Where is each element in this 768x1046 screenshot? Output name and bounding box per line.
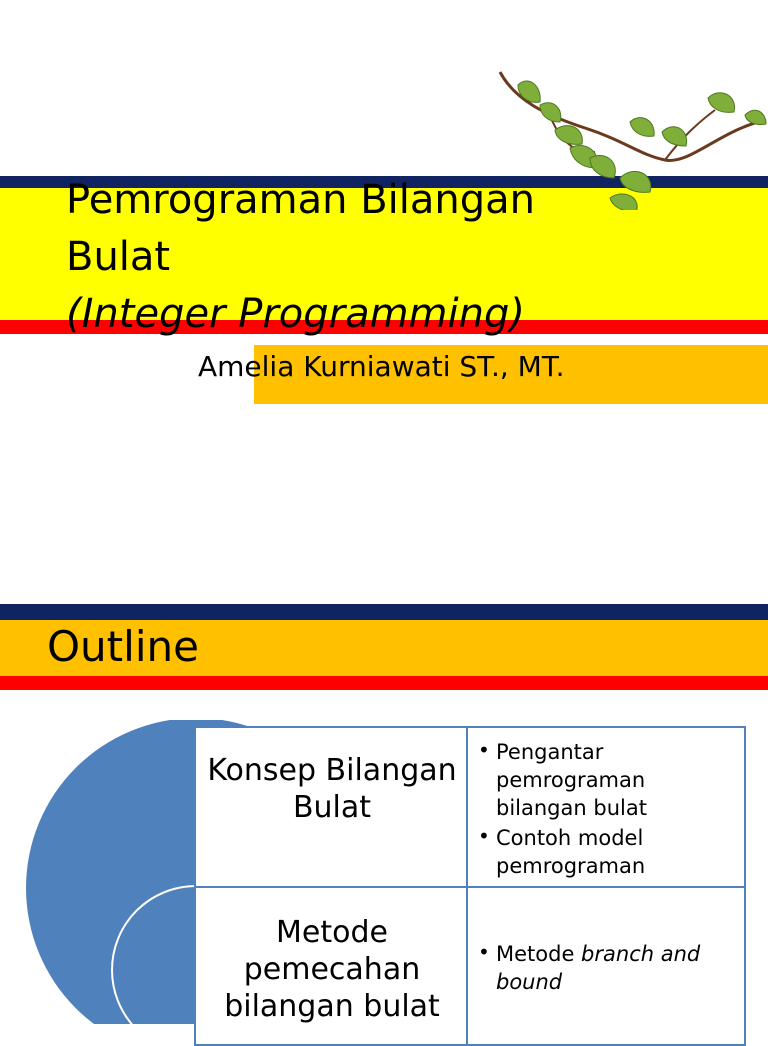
item-2-bullets-cell [466, 886, 746, 1046]
bullet-prefix: Metode [496, 942, 582, 966]
item-1-bullets-cell [466, 726, 746, 888]
vine-leaves-image [490, 60, 768, 210]
author-subtitle: Amelia Kurniawati ST., MT. [198, 350, 565, 383]
bullet-emphasis: branch and bound [496, 942, 701, 994]
navy-band [0, 604, 768, 620]
title-line-1: Pemrograman Bilangan [66, 177, 535, 223]
item-1-label-cell [194, 726, 468, 888]
outline-diagram [0, 720, 768, 1024]
bullet-item [476, 940, 706, 996]
item-2-label-cell [194, 886, 468, 1046]
outline-title: Outline [47, 622, 199, 671]
bullet-item: • Pengantar pemrograman bilangan bulat [476, 738, 736, 822]
title-line-2: Bulat [66, 234, 171, 280]
item-2-label: Metode pemecahan bilangan bulat [224, 915, 440, 1024]
item-1-bullet-list [476, 738, 736, 882]
title-line-3: (Integer Programming) [66, 291, 525, 337]
bullet-item: • Contoh model pemrograman [476, 824, 736, 880]
item-2-bullet-list [476, 940, 706, 998]
item-1-label: Konsep Bilangan Bulat [207, 753, 457, 825]
red-band [0, 676, 768, 690]
